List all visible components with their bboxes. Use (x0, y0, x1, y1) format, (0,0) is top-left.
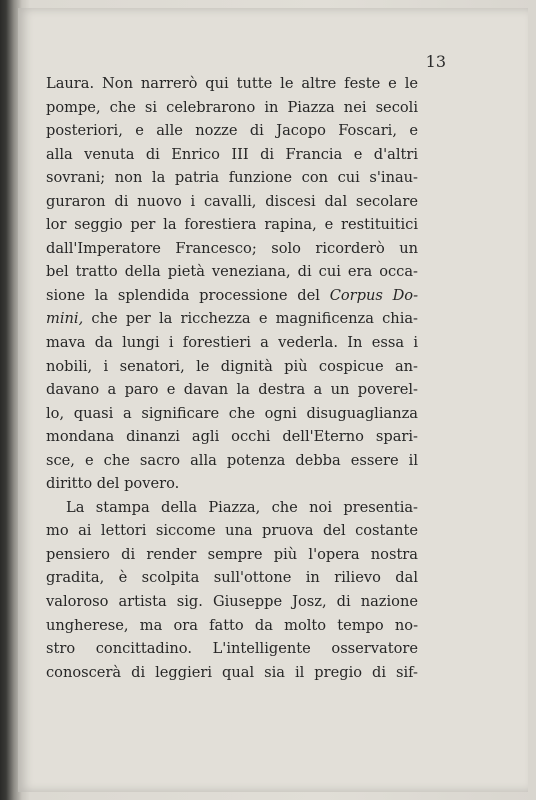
text-line: sce, e che sacro alla potenza debba essere il (46, 451, 418, 469)
text-line: mondana dinanzi agli occhi dell'Eterno spari- (46, 428, 418, 446)
text-line: bel tratto della pietà veneziana, di cui era occa- (46, 263, 418, 281)
text-line: mo ai lettori siccome una pruova del costante (46, 522, 418, 540)
text-line: mava da lungi i forestieri a vederla. In essa i (46, 334, 418, 352)
text-line: stro concittadino. L'intelligente osservatore (46, 640, 418, 658)
text-line: lo, quasi a significare che ogni disuguaglianza (46, 404, 418, 422)
text-line: Laura. Non narrerò qui tutte le altre feste e le (46, 75, 418, 92)
text-line: guraron di nuovo i cavalli, discesi dal secolare (46, 192, 418, 210)
text-line: conoscerà di leggieri qual sia il pregio di sif- (46, 663, 418, 681)
text-line: pompe, che si celebrarono in Piazza nei secoli (46, 98, 418, 116)
page-number: 13 (425, 52, 446, 71)
text-line: sovrani; non la patria funzione con cui s'inau- (46, 169, 418, 187)
book-page (18, 8, 528, 792)
text-line: gradita, è scolpita sull'ottone in rilievo dal (46, 569, 418, 587)
text-line: nobili, i senatori, le dignità più cospicue an- (46, 357, 418, 375)
body-text (46, 72, 418, 684)
paragraph-2 (46, 496, 418, 684)
text-line: mini, che per la ricchezza e magnificenza chia- (46, 310, 418, 328)
text-line: pensiero di render sempre più l'opera nostra (46, 545, 418, 563)
text-line: davano a paro e davan la destra a un poverel- (46, 381, 418, 399)
text-line: alla venuta di Enrico III di Francia e d'altri (46, 145, 418, 163)
text-line: lor seggio per la forestiera rapina, e restituitici (46, 216, 418, 234)
text-line: valoroso artista sig. Giuseppe Josz, di nazione (46, 593, 418, 611)
text-line: La stampa della Piazza, che noi presentia- (66, 498, 418, 516)
text-line: diritto del povero. (46, 475, 180, 493)
text-line: sione la splendida processione del Corpus Do- (46, 286, 419, 304)
text-line: posteriori, e alle nozze di Jacopo Foscari, e (46, 122, 418, 140)
text-line: ungherese, ma ora fatto da molto tempo no- (46, 616, 418, 634)
text-line: dall'Imperatore Francesco; solo ricorderò un (46, 239, 418, 257)
paragraph-1 (46, 72, 418, 496)
